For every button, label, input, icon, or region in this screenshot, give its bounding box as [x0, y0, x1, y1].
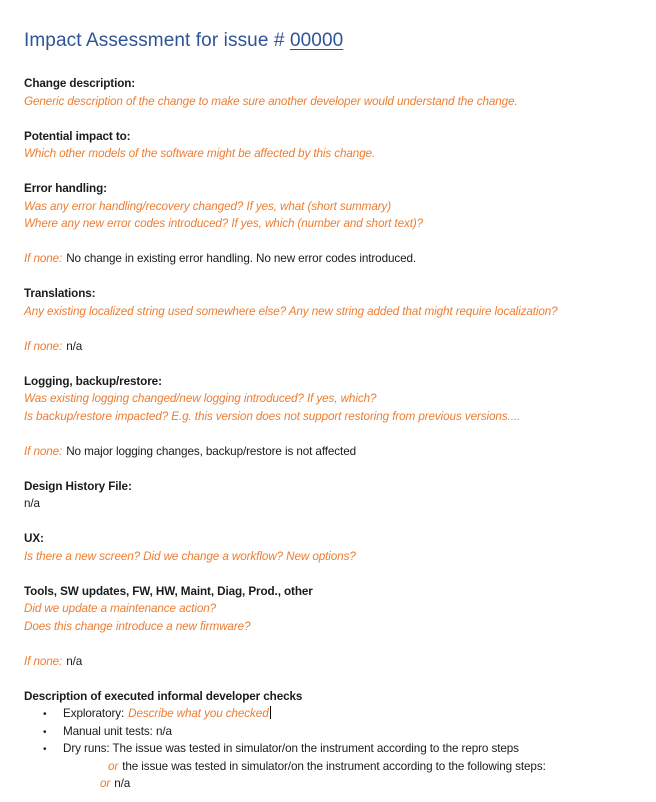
guidance-error-handling-1: Was any error handling/recovery changed? If yes, what (short summary)	[24, 199, 392, 213]
heading-potential-impact: Potential impact to:	[24, 129, 131, 143]
guidance-error-handling-2: Where any new error codes introduced? If yes, which (number and short text)?	[24, 217, 424, 230]
blank-line	[24, 670, 638, 688]
text-cursor	[270, 706, 272, 719]
if-none-tools	[24, 653, 638, 671]
exploratory-placeholder[interactable]: Describe what you checked	[128, 707, 269, 720]
blank-line	[24, 110, 638, 128]
blank-line	[24, 513, 638, 531]
if-none-answer: No change in existing error handling. No new error codes introduced.	[66, 252, 417, 265]
blank-line	[24, 233, 638, 251]
if-none-label: If none:	[24, 339, 63, 353]
or-label: or	[108, 759, 119, 773]
manual-unit-tests-text: Manual unit tests: n/a	[63, 724, 172, 738]
blank-line	[24, 565, 638, 583]
dry-runs-alternative-2	[24, 775, 638, 793]
blank-line	[24, 460, 638, 478]
heading-error-handling: Error handling:	[24, 182, 107, 195]
blank-line	[24, 268, 638, 286]
issue-number-field[interactable]: 00000	[289, 30, 344, 51]
dry-runs-alt-text: n/a	[114, 777, 131, 790]
exploratory-label: Exploratory:	[63, 707, 125, 720]
if-none-logging	[24, 443, 638, 461]
heading-change-description: Change description:	[24, 77, 136, 90]
guidance-translations: Any existing localized string used somewhere else? Any new string added that might require localization?	[24, 304, 558, 318]
heading-tools: Tools, SW updates, FW, HW, Maint, Diag, Prod., other	[24, 584, 313, 598]
title-text: Impact Assessment for issue #	[24, 30, 290, 51]
heading-ux: UX:	[24, 532, 44, 545]
if-none-label: If none:	[24, 252, 63, 265]
guidance-logging-2: Is backup/restore impacted? E.g. this version does not support restoring from previous versions....	[24, 409, 521, 423]
dry-runs-alt-text: the issue was tested in simulator/on the instrument according to the following steps:	[122, 759, 546, 773]
if-none-answer: No major logging changes, backup/restore is not affected	[66, 444, 356, 458]
blank-line	[24, 163, 638, 181]
if-none-answer: n/a	[66, 654, 83, 668]
guidance-logging-1: Was existing logging changed/new logging introduced? If yes, which?	[24, 392, 377, 405]
list-item-dry-runs	[24, 740, 638, 758]
heading-developer-checks: Description of executed informal developer checks	[24, 689, 303, 703]
document-body	[24, 75, 638, 793]
heading-logging: Logging, backup/restore:	[24, 374, 162, 388]
list-item-manual-unit-tests	[24, 723, 638, 741]
if-none-error-handling	[24, 250, 638, 268]
dry-runs-text: Dry runs: The issue was tested in simulator/on the instrument according to the repro steps	[63, 742, 519, 755]
if-none-label: If none:	[24, 654, 63, 668]
value-design-history-file: n/a	[24, 497, 40, 510]
or-label: or	[100, 777, 111, 790]
bullet-icon: •	[43, 744, 47, 755]
if-none-answer: n/a	[66, 339, 83, 353]
bullet-icon: •	[43, 726, 47, 738]
guidance-tools-1: Did we update a maintenance action?	[24, 602, 217, 615]
guidance-potential-impact: Which other models of the software might be affected by this change.	[24, 147, 376, 160]
bullet-icon: •	[43, 709, 47, 720]
if-none-label: If none:	[24, 444, 63, 458]
blank-line	[24, 355, 638, 373]
guidance-tools-2: Does this change introduce a new firmware?	[24, 619, 251, 633]
blank-line	[24, 425, 638, 443]
guidance-change-description: Generic description of the change to make sure another developer would understand the change.	[24, 94, 518, 108]
list-item-exploratory	[24, 705, 638, 723]
dry-runs-alternative-1	[24, 758, 638, 776]
heading-translations: Translations:	[24, 287, 96, 300]
heading-design-history-file: Design History File:	[24, 479, 132, 493]
guidance-ux: Is there a new screen? Did we change a workflow? New options?	[24, 549, 356, 563]
blank-line	[24, 320, 638, 338]
page-title	[24, 29, 638, 53]
if-none-translations	[24, 338, 638, 356]
blank-line	[24, 635, 638, 653]
